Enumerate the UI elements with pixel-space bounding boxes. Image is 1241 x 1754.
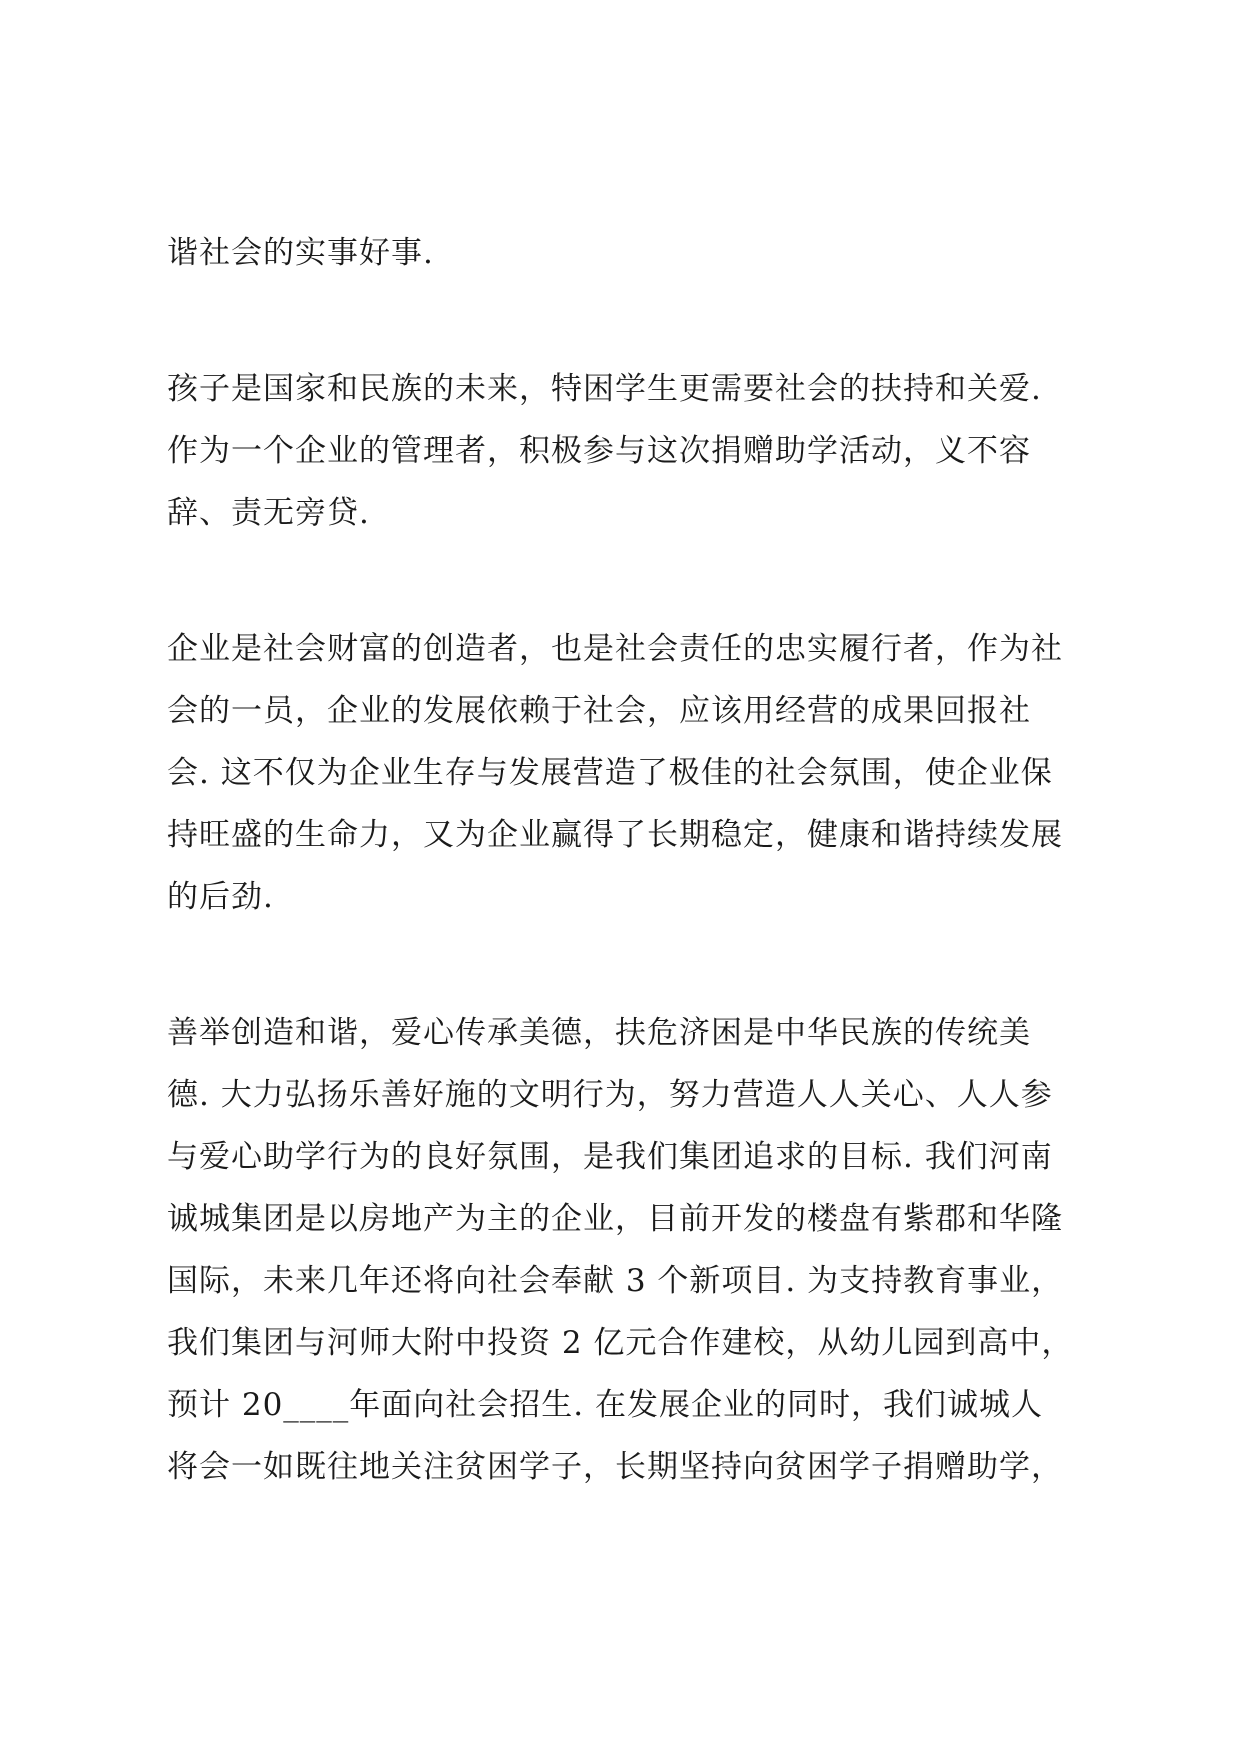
text-line: 会. 这不仅为企业生存与发展营造了极佳的社会氛围，使企业保 [167, 755, 1053, 791]
text-line: 孩子是国家和民族的未来，特困学生更需要社会的扶持和关爱. [167, 371, 1042, 407]
paragraph-1 [167, 222, 1097, 284]
text-line: 谐社会的实事好事. [167, 235, 434, 271]
text-line: 我们集团与河师大附中投资 2 亿元合作建校，从幼儿园到高中， [167, 1325, 1074, 1361]
text-line: 持旺盛的生命力，又为企业赢得了长期稳定，健康和谐持续发展 [167, 817, 1063, 853]
text-line: 国际，未来几年还将向社会奉献 3 个新项目. 为支持教育事业， [167, 1263, 1064, 1299]
text-line: 将会一如既往地关注贫困学子，长期坚持向贫困学子捐赠助学， [167, 1449, 1063, 1485]
paragraph-gap [167, 928, 1097, 1002]
text-line: 与爱心助学行为的良好氛围，是我们集团追求的目标. 我们河南 [167, 1139, 1053, 1175]
text-line: 预计 20____年面向社会招生. 在发展企业的同时，我们诚城人 [167, 1387, 1044, 1423]
text-line: 作为一个企业的管理者，积极参与这次捐赠助学活动，义不容 [167, 433, 1031, 469]
document-body [167, 222, 1097, 1498]
text-line: 诚城集团是以房地产为主的企业，目前开发的楼盘有紫郡和华隆 [167, 1201, 1063, 1237]
paragraph-2 [167, 358, 1097, 544]
paragraph-gap [167, 284, 1097, 358]
text-line: 辞、责无旁贷. [167, 495, 370, 531]
paragraph-4 [167, 1002, 1097, 1498]
text-line: 的后劲. [167, 879, 274, 915]
text-line: 会的一员，企业的发展依赖于社会，应该用经营的成果回报社 [167, 693, 1031, 729]
text-line: 德. 大力弘扬乐善好施的文明行为，努力营造人人关心、人人参 [167, 1077, 1053, 1113]
paragraph-gap [167, 544, 1097, 618]
text-line: 企业是社会财富的创造者，也是社会责任的忠实履行者，作为社 [167, 631, 1063, 667]
text-line: 善举创造和谐，爱心传承美德，扶危济困是中华民族的传统美 [167, 1015, 1031, 1051]
paragraph-3 [167, 618, 1097, 928]
